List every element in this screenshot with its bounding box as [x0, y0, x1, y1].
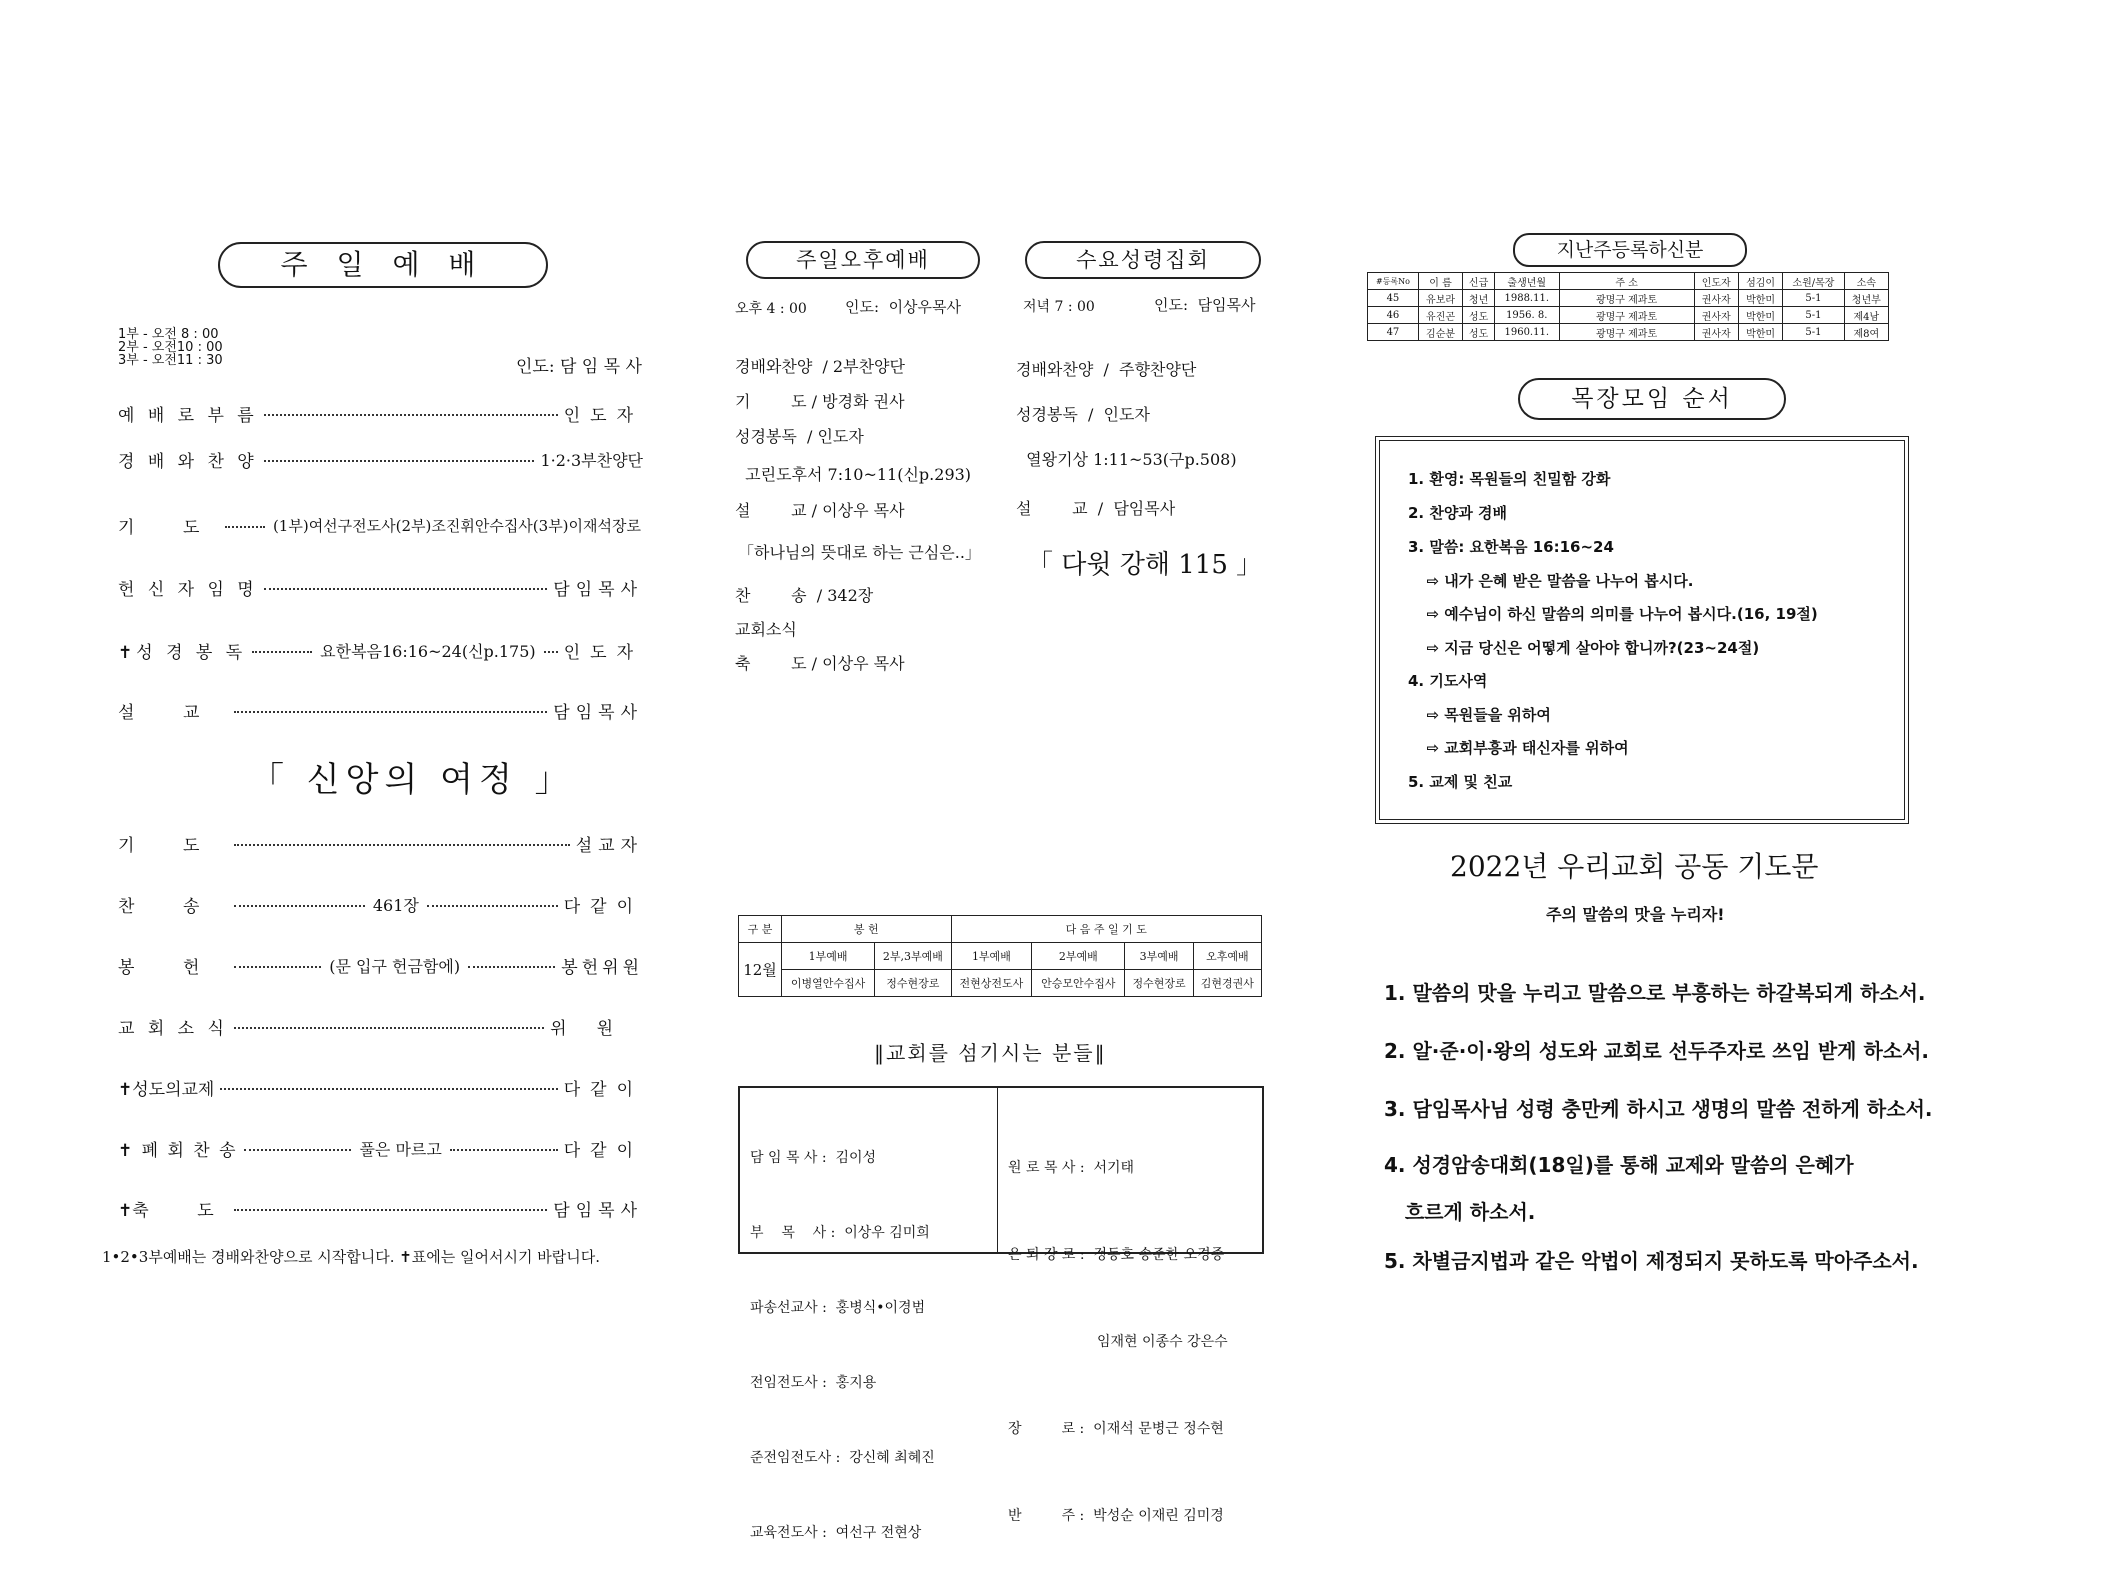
- newcomers-title: 지난주등록하신분: [1556, 239, 1704, 261]
- sunday-title-box: [218, 242, 548, 288]
- afternoon-line: 설 교 / 이상우 목사: [735, 501, 905, 520]
- table-cell: 안승모안수집사: [1032, 970, 1125, 997]
- wednesday-title-box: [1025, 241, 1261, 279]
- table-cell: 김현경권사: [1193, 970, 1261, 997]
- service-times: [118, 328, 223, 367]
- order-item: 찬 송 461장 다같이: [118, 891, 643, 917]
- table-header: 봉 헌: [782, 916, 952, 943]
- order-item: 헌 신 자 임 명 담임목사: [118, 579, 643, 600]
- prayer-title: 2022년 우리교회 공동 기도문: [1450, 850, 1819, 883]
- order-item: ✝성 경 봉 독 요한복음16:16~24(신p.175) 인도자: [118, 637, 643, 663]
- sunday-leader: 인도: 담 임 목 사: [516, 357, 642, 377]
- order-item: 경 배 와 찬 양 1·2·3부찬양단: [118, 450, 643, 472]
- cell-item: 3. 말씀: 요한복음 16:16~24: [1408, 538, 1614, 556]
- offering-table: [738, 915, 1262, 997]
- order-item: ✝ 폐 회 찬 송 풀은 마르고 다같이: [118, 1135, 643, 1161]
- afternoon-line: 고린도후서 7:10~11(신p.293): [735, 465, 972, 484]
- wednesday-time: 저녁 7 : 00: [1023, 299, 1095, 315]
- time-2: 2부 - 오전10 : 00: [118, 340, 223, 355]
- servants-right: 원 로 목 사 : 서기태 은 퇴 장 로 : 정동호 송준한 오경종 임재현 이종수 강은수 장 로 : 이재석 문병근 정수현 반 주 : 박성순 이재린 김미경: [1008, 1160, 1228, 1524]
- table-subheader: 오후예배: [1193, 943, 1261, 970]
- time-1: 1부 - 오전 8 : 00: [118, 327, 219, 342]
- cell-item: 4. 기도사역: [1408, 672, 1488, 690]
- afternoon-line: 찬 송 / 342장: [735, 586, 874, 605]
- sermon-title: 「 신앙의 여정 」: [250, 760, 575, 800]
- afternoon-time: 오후 4 : 00: [735, 301, 807, 317]
- cell-item: ⇨ 내가 은혜 받은 말씀을 나누어 봅시다.: [1416, 572, 1694, 590]
- order-item: 기 도 (1부)여선구전도사(2부)조진휘안수집사(3부)이재석장로: [118, 516, 641, 538]
- cell-item: ⇨ 목원들을 위하여: [1416, 706, 1551, 724]
- prayer-subtitle: 주의 말씀의 맛을 누리자!: [1546, 905, 1725, 924]
- month-cell: 12월: [739, 943, 782, 997]
- wednesday-line: 설 교 / 담임목사: [1016, 499, 1176, 518]
- table-subheader: 1부예배: [951, 943, 1032, 970]
- newcomers-title-box: [1513, 233, 1747, 267]
- order-item: 설 교 담임목사: [118, 702, 643, 723]
- table-header: 다 음 주 일 기 도: [951, 916, 1261, 943]
- afternoon-line: 「하나님의 뜻대로 하는 근심은..」: [738, 543, 981, 562]
- wednesday-title: 수요성령집회: [1076, 248, 1210, 272]
- sunday-footnote: 1•2•3부예배는 경배와찬양으로 시작합니다. ✝표에는 일어서시기 바랍니다.: [102, 1248, 600, 1266]
- wednesday-line: 성경봉독 / 인도자: [1016, 405, 1150, 424]
- cell-item: ⇨ 교회부흥과 태신자를 위하여: [1416, 739, 1629, 757]
- table-subheader: 2부예배: [1032, 943, 1125, 970]
- order-item: 봉 헌 (문 입구 헌금함에) 봉헌위원: [118, 952, 643, 978]
- table-header: 구 분: [739, 916, 782, 943]
- order-item: ✝축 도 담임목사: [118, 1200, 643, 1221]
- sunday-title: 주 일 예 배: [280, 248, 486, 281]
- afternoon-line: 경배와찬양 / 2부찬양단: [735, 357, 905, 376]
- servants-box: [738, 1086, 1264, 1541]
- prayer-item: 4. 성경암송대회(18일)를 통해 교제와 말씀의 은혜가: [1384, 1153, 1854, 1177]
- table-cell: 이병열안수집사: [782, 970, 875, 997]
- prayer-item: 흐르게 하소서.: [1384, 1200, 1536, 1224]
- wednesday-leader: 인도: 담임목사: [1154, 296, 1256, 314]
- wednesday-line: 열왕기상 1:11~53(구p.508): [1016, 450, 1237, 469]
- prayer-item: 1. 말씀의 맛을 누리고 말씀으로 부흥하는 하갈복되게 하소서.: [1384, 981, 1926, 1005]
- servants-title: ‖교회를 섬기시는 분들‖: [874, 1041, 1107, 1065]
- table-cell: 정수현장로: [875, 970, 951, 997]
- prayer-item: 2. 알·준·이·왕의 성도와 교회로 선두주자로 쓰임 받게 하소서.: [1384, 1039, 1930, 1063]
- table-cell: 정수현장로: [1125, 970, 1193, 997]
- table-subheader: 1부예배: [782, 943, 875, 970]
- afternoon-leader: 인도: 이상우목사: [845, 298, 962, 316]
- afternoon-title: 주일오후예배: [796, 248, 930, 272]
- order-item: 예 배 로 부 름 인도자: [118, 405, 643, 426]
- wednesday-sermon: 「 다윗 강해 115 」: [1027, 550, 1263, 580]
- cell-item: ⇨ 지금 당신은 어떻게 살아야 합니까?(23~24절): [1416, 639, 1760, 657]
- order-item: 교 회 소 식 위원: [118, 1018, 643, 1039]
- prayer-item: 3. 담임목사님 성령 충만케 하시고 생명의 말씀 전하게 하소서.: [1384, 1097, 1933, 1121]
- cell-meeting-box: [1375, 436, 1909, 824]
- cell-item: 2. 찬양과 경배: [1408, 504, 1508, 522]
- order-item: 기 도 설교자: [118, 835, 643, 856]
- cell-meeting-title-box: [1518, 378, 1786, 420]
- table-cell: 전현상전도사: [951, 970, 1032, 997]
- cell-item: ⇨ 예수님이 하신 말씀의 의미를 나누어 봅시다.(16, 19절): [1416, 605, 1818, 623]
- table-row: 46 유진곤 성도 1956. 8. 광명구 제과토 권사자 박한미 5-1 제4남: [1368, 307, 1889, 324]
- cell-item: 5. 교제 및 친교: [1408, 773, 1513, 791]
- table-row: 47 김순분 성도 1960.11. 광명구 제과토 권사자 박한미 5-1 제8여: [1368, 324, 1889, 341]
- servants-left: 담 임 목 사 : 김이성 부 목 사 : 이상우 김미희 파송선교사 : 홍병식•이경범 전임전도사 : 홍지용 준전임전도사 : 강신혜 최혜진 교육전도사 : 여선구 전현상: [750, 1150, 935, 1541]
- table-row: 45 유보라 청년 1988.11. 광명구 제과토 권사자 박한미 5-1 청년부: [1368, 290, 1889, 307]
- afternoon-line: 축 도 / 이상우 목사: [735, 654, 905, 673]
- table-subheader: 2부,3부예배: [875, 943, 951, 970]
- afternoon-line: 성경봉독 / 인도자: [735, 427, 864, 446]
- order-item: ✝성도의교제 다같이: [118, 1079, 643, 1100]
- time-3: 3부 - 오전11 : 30: [118, 353, 223, 368]
- prayer-item: 5. 차별금지법과 같은 악법이 제정되지 못하도록 막아주소서.: [1384, 1249, 1919, 1273]
- cell-meeting-title: 목장모임 순서: [1571, 386, 1733, 412]
- cell-item: 1. 환영: 목원들의 친밀함 강화: [1408, 470, 1611, 488]
- newcomers-table: #등록No 이 름 신급 출생년월 주 소 인도자 섬김이 소원/목장 소속 45 유보라 청년 1988.11. 광명구 제과토 권사자 박한미 5-1 청년부 46 유진곤 성도 1956. 8. 광명구 제과토 권사자 박한미 5-1 제4남 47 김순분 성도 1960.11. 광명구 제과토 권사자 박한미 5-1 제8여: [1367, 272, 1889, 341]
- afternoon-line: 교회소식: [735, 620, 797, 639]
- wednesday-line: 경배와찬양 / 주향찬양단: [1016, 360, 1197, 379]
- afternoon-line: 기 도 / 방경화 권사: [735, 392, 905, 411]
- table-subheader: 3부예배: [1125, 943, 1193, 970]
- afternoon-title-box: [746, 241, 980, 279]
